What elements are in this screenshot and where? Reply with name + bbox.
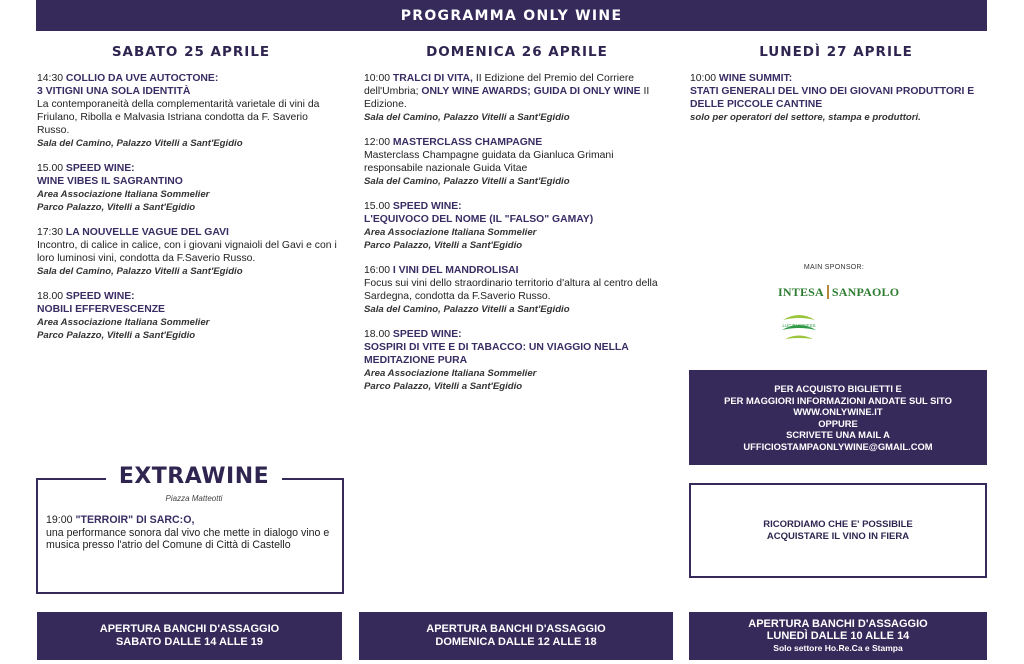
event-title: "TERROIR" DI SARC:O, (75, 514, 195, 526)
event-title: SPEED WINE: (392, 329, 462, 340)
event-location: Area Associazione Italiana Sommelier (37, 317, 210, 328)
reminder-box (689, 483, 987, 578)
event-time: 14:30 (37, 73, 64, 84)
tickets-info-box (689, 370, 987, 465)
website-link[interactable]: WWW.ONLYWINE.IT (793, 406, 883, 417)
lucibusiness-text: LUCIBUSINESS (782, 323, 816, 328)
logo-text-left: INTESA (778, 284, 824, 299)
event-subtitle: SOSPIRI DI VITE E DI TABACCO: UN VIAGGIO NELLA MEDITAZIONE PURA (364, 342, 629, 366)
event-description: Incontro, di calice in calice, con i giovani vignaioli del Gavi e con i loro luminosi vini, condotta da F.Saverio Russo. (37, 240, 337, 264)
event-subtitle: L'EQUIVOCO DEL NOME (IL "FALSO" GAMAY) (364, 214, 594, 225)
day-heading-sunday: DOMENICA 26 APRILE (426, 44, 608, 60)
event-description: Focus sui vini dello straordinario territorio d'altura al centro della Sardegna, condotta da F.Saverio Russo. (364, 278, 658, 302)
event-wine-summit (690, 72, 990, 124)
event-time: 15.00 (37, 163, 64, 174)
event-location: Sala del Camino, Palazzo Vitelli a Sant'Egidio (364, 112, 570, 123)
footer-line: APERTURA BANCHI D'ASSAGGIO (99, 623, 280, 635)
event-location-2: Parco Palazzo, Vitelli a Sant'Egidio (37, 202, 196, 213)
event-title: SPEED WINE: (392, 201, 462, 212)
event-description: La contemporaneità della complementarità varietale di vini da Friulano, Ribolla e Malvasia Istriana condotta da F. Saverio Russo. (37, 99, 320, 136)
footer-note: Solo settore Ho.Re.Ca e Stampa (773, 643, 903, 653)
event-title: SPEED WINE: (65, 291, 135, 302)
event-description: Masterclass Champagne guidata da Gianluca Grimani responsabile nazionale Guida Vitae (364, 150, 614, 174)
event-location: Area Associazione Italiana Sommelier (37, 189, 210, 200)
event-time: 19:00 (46, 514, 73, 526)
event-time: 10:00 (690, 73, 717, 84)
footer-line: LUNEDÌ DALLE 10 ALLE 14 (766, 630, 910, 642)
extrawine-logo: EXTRAWINE (118, 464, 270, 489)
event-title: I VINI DEL MANDROLISAI (392, 265, 519, 276)
extrawine-place: Piazza Matteotti (165, 494, 223, 503)
event-time: 10:00 (364, 73, 391, 84)
footer-line: APERTURA BANCHI D'ASSAGGIO (748, 618, 928, 630)
event-time: 12:00 (364, 137, 391, 148)
tickets-line: PER ACQUISTO BIGLIETTI E (774, 383, 902, 394)
tickets-line: PER MAGGIORI INFORMAZIONI ANDATE SUL SITO (724, 394, 952, 406)
event-location: Sala del Camino, Palazzo Vitelli a Sant'Egidio (37, 138, 243, 149)
event-title: COLLIO DA UVE AUTOCTONE: (65, 73, 219, 84)
event-collio (37, 72, 340, 150)
monday-events (690, 72, 990, 136)
event-title: SPEED WINE: (65, 163, 135, 174)
footer-monday-box (689, 612, 987, 660)
event-location: Area Associazione Italiana Sommelier (364, 368, 537, 379)
intesa-sanpaolo-logo (778, 282, 900, 302)
event-mandrolisai (364, 264, 664, 316)
event-subtitle: 3 VITIGNI UNA SOLA IDENTITÀ (37, 86, 191, 97)
footer-line: APERTURA BANCHI D'ASSAGGIO (426, 623, 606, 635)
event-location: Sala del Camino, Palazzo Vitelli a Sant'Egidio (37, 266, 243, 277)
extrawine-event (46, 514, 336, 552)
extrawine-border-left (36, 478, 106, 480)
day-heading-monday: LUNEDÌ 27 APRILE (759, 44, 913, 60)
logo-text-right: SANPAOLO (831, 284, 900, 299)
event-title: MASTERCLASS CHAMPAGNE (392, 137, 543, 148)
footer-line: SABATO DALLE 14 ALLE 19 (115, 636, 264, 648)
saturday-events (37, 72, 340, 354)
event-speed-wine-sagrantino (37, 162, 340, 214)
event-title: TRALCI DI VITA, (392, 73, 473, 84)
event-speed-wine-effervescenze (37, 290, 340, 342)
event-note: solo per operatori del settore, stampa e produttori. (690, 112, 921, 123)
event-masterclass-champagne (364, 136, 664, 188)
event-time: 16:00 (364, 265, 391, 276)
event-subtitle: STATI GENERALI DEL VINO DEI GIOVANI PRODUTTORI E DELLE PICCOLE CANTINE (690, 86, 975, 110)
event-time: 17:30 (37, 227, 64, 238)
event-location: Sala del Camino, Palazzo Vitelli a Sant'Egidio (364, 304, 570, 315)
event-time: 18.00 (364, 329, 391, 340)
sunday-events (364, 72, 664, 405)
event-gavi (37, 226, 340, 278)
event-location-2: Parco Palazzo, Vitelli a Sant'Egidio (364, 240, 523, 251)
event-title: LA NOUVELLE VAGUE DEL GAVI (65, 227, 229, 238)
bank-emblem-icon (827, 285, 829, 299)
event-time: 15.00 (364, 201, 391, 212)
program-title: PROGRAMMA ONLY WINE (400, 7, 623, 24)
reminder-line: RICORDIAMO CHE E' POSSIBILE (763, 518, 913, 530)
day-heading-saturday: SABATO 25 APRILE (111, 44, 271, 60)
event-location: Area Associazione Italiana Sommelier (364, 227, 537, 238)
event-description: una performance sonora dal vivo che mette in dialogo vino e musica presso l'atrio del Comune di Città di Castello (46, 526, 330, 551)
event-time: 18.00 (37, 291, 64, 302)
event-location: Sala del Camino, Palazzo Vitelli a Sant'Egidio (364, 176, 570, 187)
tickets-line: SCRIVETE UNA MAIL A (786, 429, 890, 440)
event-description-2: II Edizione. (364, 86, 650, 110)
email-link[interactable]: UFFICIOSTAMPAONLYWINE@GMAIL.COM (743, 440, 933, 452)
event-speed-wine-gamay (364, 200, 664, 252)
extrawine-border-right (282, 478, 342, 480)
event-speed-wine-tabacco (364, 328, 664, 393)
event-title: WINE SUMMIT: (718, 73, 793, 84)
event-tralci-di-vita (364, 72, 664, 124)
event-subtitle: NOBILI EFFERVESCENZE (37, 304, 165, 315)
program-header (36, 0, 987, 31)
footer-line: DOMENICA DALLE 12 ALLE 18 (435, 636, 597, 648)
lucibusiness-logo (779, 306, 819, 346)
tickets-line: OPPURE (818, 417, 858, 429)
sponsor-label: MAIN SPONSOR: (803, 264, 865, 271)
event-subtitle: WINE VIBES IL SAGRANTINO (37, 176, 183, 187)
event-location-2: Parco Palazzo, Vitelli a Sant'Egidio (37, 330, 196, 341)
footer-sunday-box (359, 612, 673, 660)
event-title-b: ONLY WINE AWARDS; GUIDA DI ONLY WINE (421, 86, 641, 97)
footer-saturday-box (37, 612, 342, 660)
event-description: II Edizione del Premio del Corriere dell'Umbria; (364, 73, 635, 97)
reminder-line: ACQUISTARE IL VINO IN FIERA (766, 530, 910, 542)
event-location-2: Parco Palazzo, Vitelli a Sant'Egidio (364, 381, 523, 392)
